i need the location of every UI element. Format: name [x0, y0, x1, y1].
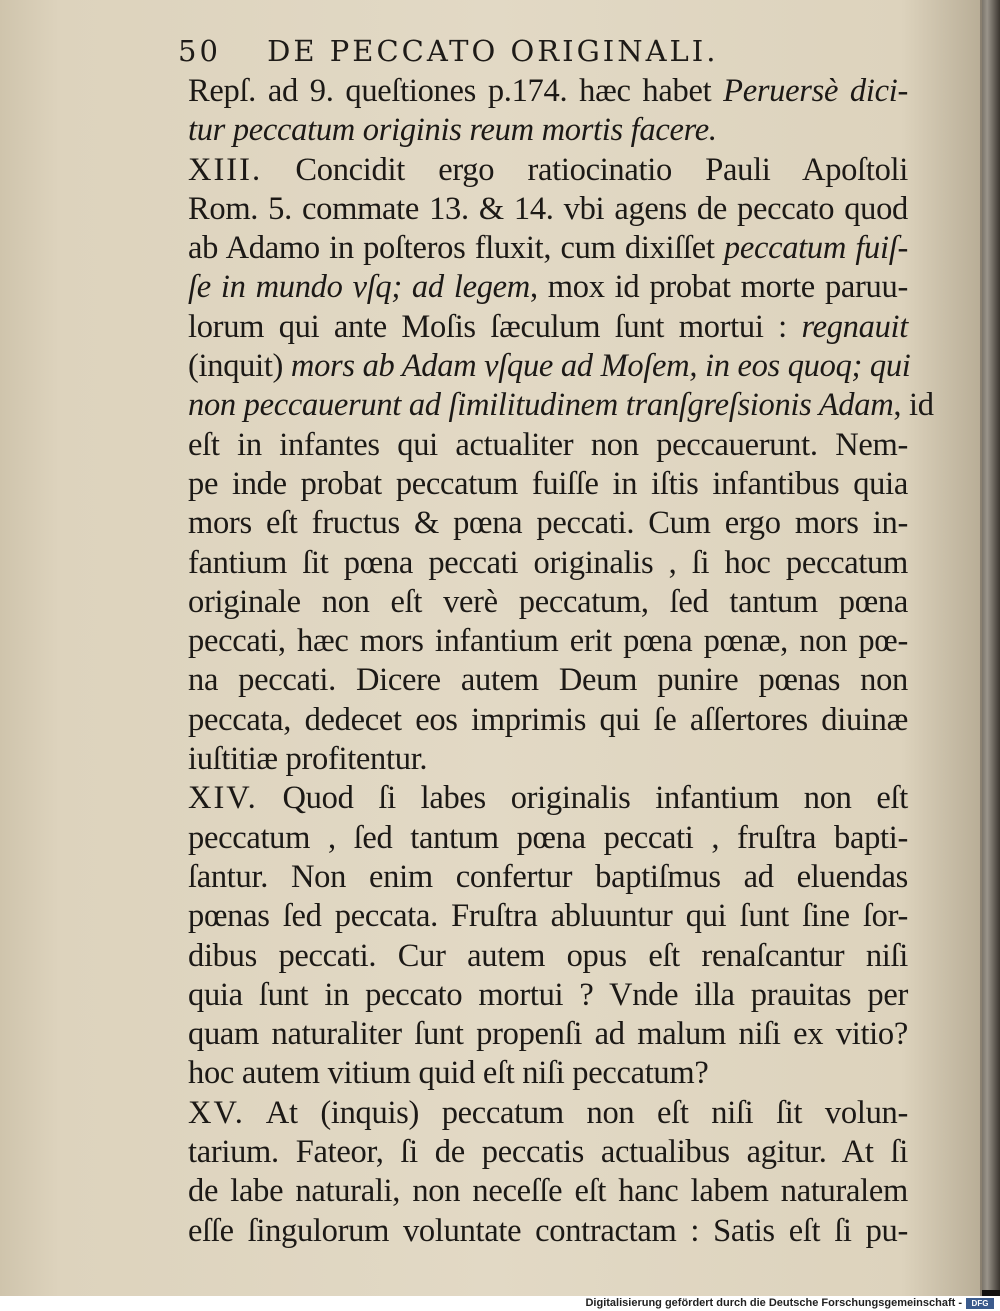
text-line [188, 701, 908, 740]
text-run: pe inde probat peccatum fuiſſe in iſtis infantibus quia [188, 465, 908, 502]
text-run: hoc autem vitium quid eſt niſi peccatum? [188, 1055, 709, 1092]
text-line [188, 1172, 908, 1211]
text-run: mors eſt fructus & pœna peccati. Cum ergo mors in- [188, 505, 908, 542]
text-line [188, 190, 908, 229]
text-line [188, 1054, 908, 1093]
running-header [178, 28, 938, 74]
text-run: quam naturaliter ſunt propenſi ad malum niſi ex vitio? [188, 1016, 908, 1053]
text-run: peccati, hæc mors infantium erit pœna pœnæ, non pœ- [188, 623, 908, 660]
text-line [188, 622, 908, 661]
text-run: peccatum , ſed tantum pœna peccati , fruſtra bapti- [188, 819, 908, 856]
text-line [188, 504, 908, 543]
text-run: Concidit ergo ratiocinatio Pauli Apoſtoli [262, 151, 908, 188]
italic-quote: tur peccatum originis reum mortis facere. [188, 112, 717, 149]
text-run: dibus peccati. Cur autem opus eſt renaſcantur niſi [188, 937, 908, 974]
body-text [188, 72, 934, 1251]
text-run: fantium ſit pœna peccati originalis , ſi hoc peccatum [188, 544, 908, 581]
text-line [188, 111, 908, 150]
digitization-credit: Digitalisierung gefördert durch die Deutsche Forschungsgemeinschaft - [0, 1296, 1000, 1311]
text-run: Rom. 5. commate 13. & 14. vbi agens de peccato quod [188, 190, 908, 227]
text-line [188, 465, 908, 504]
text-run: (inquit) [188, 348, 291, 385]
text-run: Repſ. ad 9. queſtiones p.174. hæc habet [188, 73, 724, 109]
text-line [188, 151, 908, 190]
text-run: peccata, dedecet eos imprimis qui ſe aſſertores diuinæ [188, 701, 908, 738]
text-line [188, 897, 908, 936]
italic-quote: peccatum fuiſ- [723, 230, 908, 267]
text-run: lorum qui ante Moſis ſæculum ſunt mortui : [188, 308, 802, 345]
text-line [188, 858, 908, 897]
text-run: de labe naturali, non neceſſe eſt hanc labem naturalem [188, 1173, 908, 1210]
text-run: At (inquis) peccatum non eſt niſi ſit volun- [244, 1094, 908, 1131]
text-run: ab Adamo in poſteros fluxit, cum dixiſſet [188, 230, 724, 267]
text-run: eſſe ſingulorum voluntate contractam : Satis eſt ſi pu- [188, 1212, 908, 1249]
text-line [188, 229, 908, 268]
text-line [188, 386, 934, 425]
text-run: Quod ſi labes originalis infantium non eſt [257, 780, 908, 817]
italic-quote: regnauit [801, 308, 908, 345]
text-run: ſantur. Non enim confertur baptiſmus ad eluendas [188, 858, 908, 895]
section-number: XIV. [188, 780, 258, 817]
text-line [188, 937, 908, 976]
text-line [188, 661, 908, 700]
page-number: 50 [178, 34, 221, 68]
text-line [188, 72, 908, 111]
section-number: XIII. [188, 151, 263, 188]
text-line [188, 308, 908, 347]
text-line [188, 1094, 908, 1133]
running-title: DE PECCATO ORIGINALI. [267, 34, 719, 68]
text-line [188, 740, 908, 779]
text-run: na peccati. Dicere autem Deum punire pœnas non [188, 662, 908, 699]
text-run: , mox id probat morte paruu- [529, 269, 908, 306]
text-line [188, 779, 908, 818]
italic-quote: Peruersè dici- [723, 73, 908, 109]
italic-quote: ſe in mundo vſq; ad legem [188, 269, 530, 306]
text-run: eſt in infantes qui actualiter non peccauerunt. Nem- [188, 426, 908, 463]
italic-quote: mors ab Adam vſque ad Moſem, in eos quoq; qui [290, 348, 911, 385]
text-run: quia ſunt in peccato mortui ? Vnde illa prauitas per [188, 976, 908, 1013]
text-line [188, 1015, 908, 1054]
text-line [188, 583, 908, 622]
text-line [188, 544, 908, 583]
text-run: tarium. Fateor, ſi de peccatis actualibus agitur. At ſi [188, 1134, 908, 1171]
text-run: originale non eſt verè peccatum, ſed tantum pœna [188, 583, 908, 620]
section-number: XV. [188, 1094, 245, 1131]
text-run: iuſtitiæ profitentur. [188, 741, 428, 778]
text-line [188, 976, 908, 1015]
text-line [188, 1212, 908, 1251]
text-line [188, 347, 911, 386]
text-run: pœnas ſed peccata. Fruſtra abluuntur qui ſunt ſine ſor- [188, 898, 908, 935]
italic-quote: non peccauerunt ad ſimilitudinem tranſgreſsionis Adam [188, 387, 894, 424]
text-line [188, 426, 908, 465]
text-run: , id [893, 387, 934, 424]
text-line [188, 1133, 908, 1172]
text-line [188, 268, 908, 307]
text-line [188, 819, 908, 858]
dfg-logo: DFG [966, 1298, 994, 1309]
